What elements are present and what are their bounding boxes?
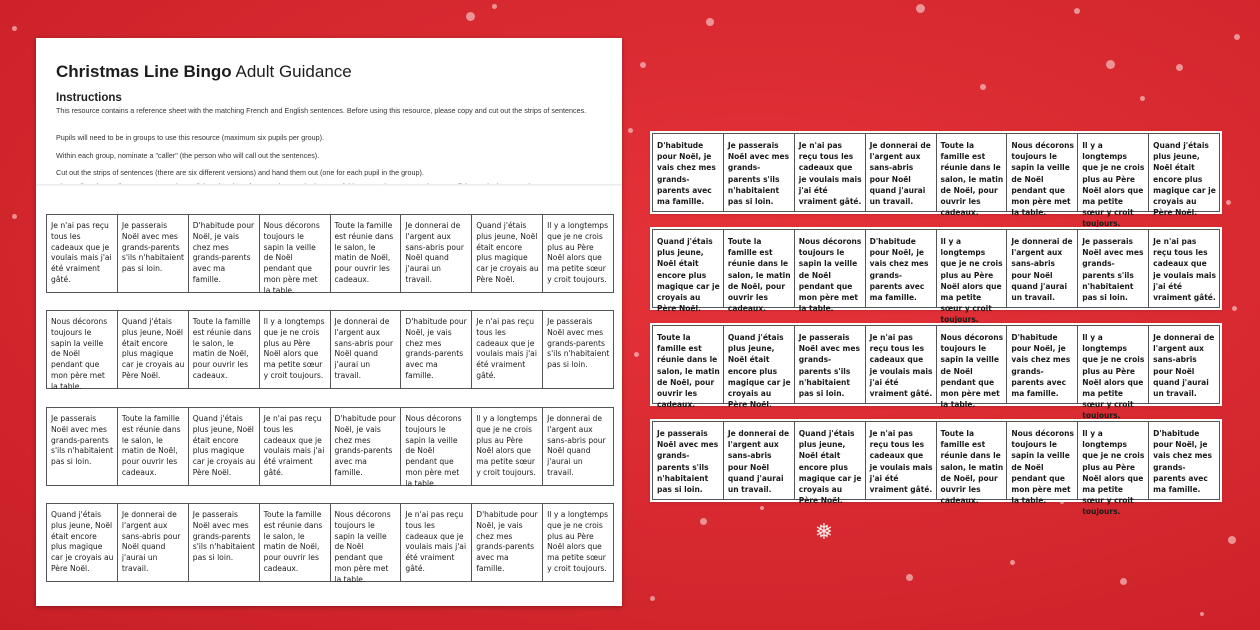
bingo-cell[interactable]: Je donnerai de l'argent aux sans-abris pour Noël quand j'aurai un travail. (1153, 333, 1215, 399)
bingo-cell[interactable]: Je donnerai de l'argent aux sans-abris pour Noël quand j'aurai un travail. (724, 422, 795, 499)
instruction-paragraph: Cut out the strips of sentences (there are six different versions) and hand them out (one for each pupil in the group). (56, 168, 424, 177)
bingo-cell[interactable]: Je passerais Noël avec mes grands-parents s'ils n'habitaient pas si loin. (547, 317, 610, 370)
bingo-cell[interactable]: Je passerais Noël avec mes grands-parents s'ils n'habitaient pas si loin. (189, 504, 260, 581)
bingo-cell[interactable]: Je donnerai de l'argent aux sans-abris pour Noël quand j'aurai un travail. (547, 414, 606, 477)
bingo-strip (46, 310, 614, 389)
bingo-cell[interactable]: D'habitude pour Noël, je vais chez mes grands-parents avec ma famille. (1153, 429, 1212, 495)
bingo-cell[interactable]: Il y a longtemps que je ne crois plus au Père Noël alors que ma petite sœur y croit toujours. (472, 408, 543, 485)
bingo-cell[interactable]: Quand j'étais plus jeune, Noël était encore plus magique car je croyais au Père Noël. (47, 504, 118, 581)
bingo-strip (46, 407, 614, 486)
bingo-cell[interactable]: Toute la famille est réunie dans le salon, le matin de Noël, pour ouvrir les cadeaux. (937, 422, 1008, 499)
page-title (56, 62, 352, 82)
bingo-cell[interactable]: Nous décorons toujours le sapin la veille de Noël pendant que mon père met la table. (937, 326, 1008, 403)
bingo-cell[interactable]: Nous décorons toujours le sapin la veille de Noël pendant que mon père met la table. (331, 504, 402, 581)
bingo-cell[interactable]: Je passerais Noël avec mes grands-parents s'ils n'habitaient pas si loin. (118, 215, 189, 292)
bingo-cell[interactable]: Je n'ai pas reçu tous les cadeaux que je voulais mais j'ai été vraiment gâté. (866, 422, 937, 499)
bingo-cell[interactable]: D'habitude pour Noël, je vais chez mes grands-parents avec ma famille. (472, 504, 543, 581)
bingo-cell[interactable]: Toute la famille est réunie dans le salon, le matin de Noël, pour ouvrir les cadeaux. (724, 230, 795, 307)
bingo-strip (652, 325, 1220, 421)
bingo-cell[interactable]: Quand j'étais plus jeune, Noël était encore plus magique car je croyais au Père Noël. (189, 408, 260, 485)
bingo-cell[interactable]: Toute la famille est réunie dans le salon, le matin de Noël, pour ouvrir les cadeaux. (118, 408, 189, 485)
bingo-cell[interactable]: Il y a longtemps que je ne crois plus au Père Noël alors que ma petite sœur y croit toujours. (1078, 326, 1149, 403)
bingo-cell[interactable]: Je passerais Noël avec mes grands-parents s'ils n'habitaient pas si loin. (653, 422, 724, 499)
bingo-cell[interactable]: Je n'ai pas reçu tous les cadeaux que je voulais mais j'ai été vraiment gâté. (401, 504, 472, 581)
bingo-cell[interactable]: Je donnerai de l'argent aux sans-abris pour Noël quand j'aurai un travail. (118, 504, 189, 581)
bingo-cell[interactable]: Quand j'étais plus jeune, Noël était encore plus magique car je croyais au Père Noël. (795, 422, 866, 499)
bingo-cell[interactable]: D'habitude pour Noël, je vais chez mes grands-parents avec ma famille. (1007, 326, 1078, 403)
bingo-cell[interactable]: Toute la famille est réunie dans le salon, le matin de Noël, pour ouvrir les cadeaux. (331, 215, 402, 292)
instruction-paragraph: Pupils will need to be in groups to use this resource (maximum six pupils per group). (56, 133, 325, 142)
bingo-cell[interactable]: Toute la famille est réunie dans le salon, le matin de Noël, pour ouvrir les cadeaux. (937, 134, 1008, 211)
bingo-cell[interactable]: Je donnerai de l'argent aux sans-abris pour Noël quand j'aurai un travail. (1007, 230, 1078, 307)
bingo-cell[interactable]: Nous décorons toujours le sapin la veille de Noël pendant que mon père met la table. (47, 311, 118, 388)
instruction-paragraph: Within each group, nominate a "caller" (the person who will call out the sentences). (56, 151, 320, 160)
bingo-cell[interactable]: Il y a longtemps que je ne crois plus au Père Noël alors que ma petite sœur y croit toujours. (1078, 422, 1149, 499)
bingo-cell[interactable]: Je donnerai de l'argent aux sans-abris pour Noël quand j'aurai un travail. (331, 311, 402, 388)
bingo-strip (46, 214, 614, 293)
bingo-strip (652, 421, 1220, 517)
bingo-cell[interactable]: Je passerais Noël avec mes grands-parents s'ils n'habitaient pas si loin. (795, 326, 866, 403)
bingo-cell[interactable]: D'habitude pour Noël, je vais chez mes grands-parents avec ma famille. (401, 311, 472, 388)
bingo-cell[interactable]: Je n'ai pas reçu tous les cadeaux que je voulais mais j'ai été vraiment gâté. (47, 215, 118, 292)
bingo-cell[interactable]: Nous décorons toujours le sapin la veille de Noël pendant que mon père met la table. (1007, 134, 1078, 211)
bingo-cell[interactable]: D'habitude pour Noël, je vais chez mes grands-parents avec ma famille. (189, 215, 260, 292)
bingo-cell[interactable]: D'habitude pour Noël, je vais chez mes grands-parents avec ma famille. (331, 408, 402, 485)
bingo-cell[interactable]: Quand j'étais plus jeune, Noël était encore plus magique car je croyais au Père Noël. (472, 215, 543, 292)
bingo-cell[interactable]: Quand j'étais plus jeune, Noël était encore plus magique car je croyais au Père Noël. (653, 230, 724, 307)
bingo-strip (652, 229, 1220, 325)
bingo-cell[interactable]: Je n'ai pas reçu tous les cadeaux que je voulais mais j'ai été vraiment gâté. (866, 326, 937, 403)
instruction-paragraph: This resource contains a reference sheet with the matching French and English sentences. Before using this resource, please copy and cut out the strips of sentences. (56, 106, 587, 115)
bingo-cell[interactable]: Nous décorons toujours le sapin la veille de Noël pendant que mon père met la table. (1007, 422, 1078, 499)
bingo-cell[interactable]: Il y a longtemps que je ne crois plus au Père Noël alors que ma petite sœur y croit toujours. (937, 230, 1008, 307)
bingo-cell[interactable]: Quand j'étais plus jeune, Noël était encore plus magique car je croyais au Père Noël. (724, 326, 795, 403)
bingo-cell[interactable]: Toute la famille est réunie dans le salon, le matin de Noël, pour ouvrir les cadeaux. (653, 326, 724, 403)
bingo-cell[interactable]: Toute la famille est réunie dans le salon, le matin de Noël, pour ouvrir les cadeaux. (189, 311, 260, 388)
bingo-cell[interactable]: Je passerais Noël avec mes grands-parents s'ils n'habitaient pas si loin. (47, 408, 118, 485)
bingo-cell[interactable]: Je donnerai de l'argent aux sans-abris pour Noël quand j'aurai un travail. (401, 215, 472, 292)
bingo-cell[interactable]: Je passerais Noël avec mes grands-parents s'ils n'habitaient pas si loin. (724, 134, 795, 211)
bingo-cell[interactable]: D'habitude pour Noël, je vais chez mes grands-parents avec ma famille. (653, 134, 724, 211)
bingo-cell[interactable]: Je passerais Noël avec mes grands-parents s'ils n'habitaient pas si loin. (1078, 230, 1149, 307)
snowflake-icon: ❅ (814, 520, 834, 545)
bingo-cell[interactable]: Je n'ai pas reçu tous les cadeaux que je voulais mais j'ai été vraiment gâté. (1153, 237, 1216, 303)
title-bold: Christmas Line Bingo (56, 62, 232, 81)
bingo-cell[interactable]: Il y a longtemps que je ne crois plus au Père Noël alors que ma petite sœur y croit toujours. (1078, 134, 1149, 211)
bingo-strip (46, 503, 614, 582)
bingo-cell[interactable]: Il y a longtemps que je ne crois plus au Père Noël alors que ma petite sœur y croit toujours. (547, 510, 609, 573)
instructions-heading: Instructions (56, 92, 122, 104)
bingo-cell[interactable]: Nous décorons toujours le sapin la veille de Noël pendant que mon père met la table. (795, 230, 866, 307)
bingo-cell[interactable]: Quand j'étais plus jeune, Noël était encore plus magique car je croyais au Père Noël. (1153, 141, 1216, 218)
bingo-cell[interactable]: Nous décorons toujours le sapin la veille de Noël pendant que mon père met la table. (401, 408, 472, 485)
bingo-cell[interactable]: Toute la famille est réunie dans le salon, le matin de Noël, pour ouvrir les cadeaux. (260, 504, 331, 581)
title-light: Adult Guidance (235, 62, 352, 81)
bingo-cell[interactable]: Je n'ai pas reçu tous les cadeaux que je voulais mais j'ai été vraiment gâté. (472, 311, 543, 388)
bingo-strip (652, 133, 1220, 229)
bingo-cell[interactable]: Je n'ai pas reçu tous les cadeaux que je voulais mais j'ai été vraiment gâté. (795, 134, 866, 211)
guidance-sheet (36, 38, 622, 606)
bingo-cell[interactable]: Je n'ai pas reçu tous les cadeaux que je voulais mais j'ai été vraiment gâté. (260, 408, 331, 485)
bingo-cell[interactable]: Quand j'étais plus jeune, Noël était encore plus magique car je croyais au Père Noël. (118, 311, 189, 388)
bingo-cell[interactable]: Nous décorons toujours le sapin la veille de Noël pendant que mon père met la table. (260, 215, 331, 292)
bingo-cell[interactable]: Il y a longtemps que je ne crois plus au Père Noël alors que ma petite sœur y croit toujours. (260, 311, 331, 388)
bingo-cell[interactable]: Il y a longtemps que je ne crois plus au Père Noël alors que ma petite sœur y croit toujours. (547, 221, 609, 284)
bingo-cell[interactable]: D'habitude pour Noël, je vais chez mes grands-parents avec ma famille. (866, 230, 937, 307)
bingo-cell[interactable]: Je donnerai de l'argent aux sans-abris pour Noël quand j'aurai un travail. (866, 134, 937, 211)
